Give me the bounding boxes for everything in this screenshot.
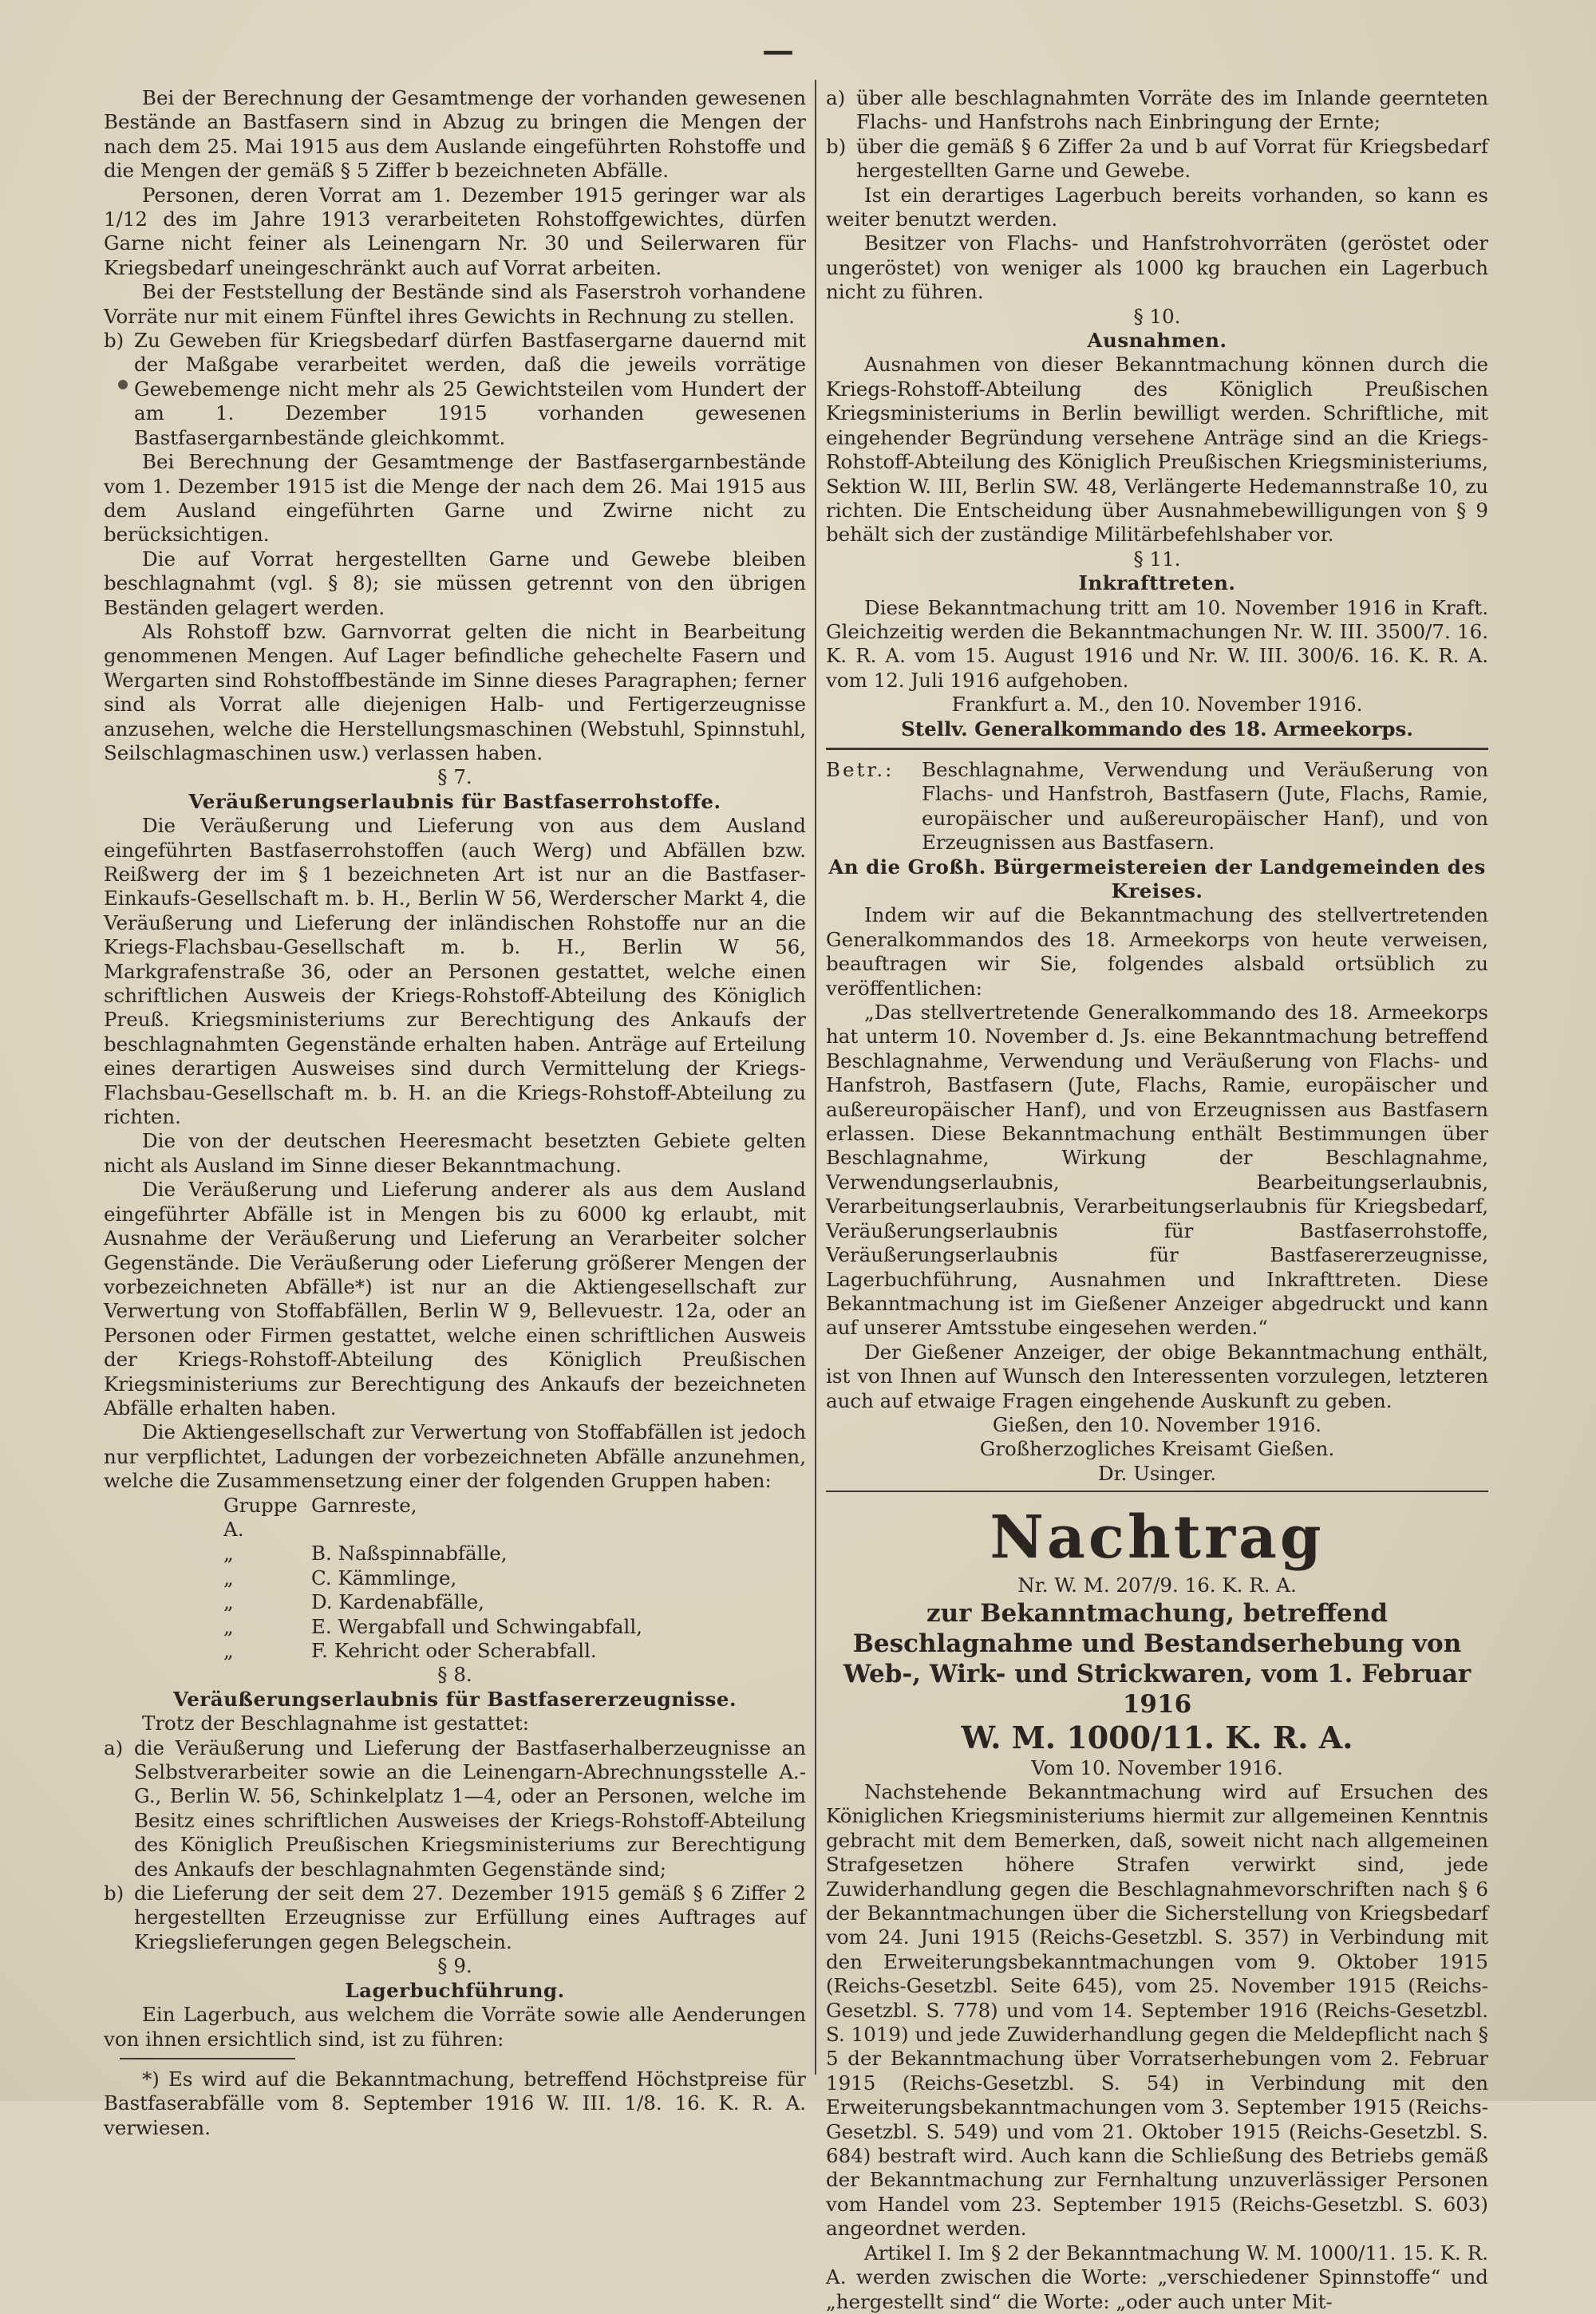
left-column <box>104 86 806 2140</box>
footnote: *) Es wird auf die Bekanntmachung, betreffend Höchstpreise für Bastfaserabfälle vom 8. September 1916 W. III. 1/8. 16. K. R. A. verwiesen. <box>104 2067 806 2139</box>
group-row: „ E. Wergabfall und Schwingabfall, <box>223 1614 642 1638</box>
item-label: b) <box>104 1882 124 1905</box>
column-divider <box>815 80 816 2075</box>
section-heading: Inkrafttreten. <box>1078 571 1236 595</box>
item-label: a) <box>826 86 846 109</box>
paragraph: Ein Lagerbuch, aus welchem die Vorräte sowie alle Aenderungen von ihnen ersichtlich sind, ist zu führen: <box>104 2003 806 2051</box>
nachtrag-reference: W. M. 1000/11. K. R. A. <box>961 1719 1353 1755</box>
subject-line <box>826 758 1488 855</box>
footnote-rule <box>120 2058 295 2059</box>
paragraph: Die von der deutschen Heeresmacht besetzten Gebiete gelten nicht als Ausland im Sinne dieser Bekanntmachung. <box>104 1129 806 1177</box>
place-date: Gießen, den 10. November 1916. <box>992 1412 1322 1436</box>
item-text: über die gemäß § 6 Ziffer 2a und b auf Vorrat für Kriegsbedarf hergestellten Garne und Gewebe. <box>856 134 1488 183</box>
right-column <box>826 86 1488 2314</box>
paragraph: Als Rohstoff bzw. Garnvorrat gelten die nicht in Bearbeitung genommenen Mengen. Auf Lager befindliche gehechelte Fasern und Wergarten sind Rohstoffbestände im Sinne dieses Paragraphen; ferner sind als Vorrat alle diejenigen Halb- und Fertigerzeugnisse anzusehen, welche die Herstellungsmaschinen (Webstuhl, Spinnstuhl, Seilschlagmaschinen usw.) verlassen haben. <box>104 619 806 764</box>
section-heading: Veräußerungserlaubnis für Bastfaserrohstoffe. <box>188 789 721 813</box>
paragraph: Die Veräußerung und Lieferung von aus dem Ausland eingeführten Bastfaserrohstoffen (auch Werg) und Abfällen bzw. Reißwerg der im § 1 bezeichneten Art ist nur an die Bastfaser-Einkaufs-Gesellschaft m. b. H., Berlin W 56, Werderscher Markt 4, die Veräußerung und Lieferung der inländischen Rohstoffe nur an die Kriegs-Flachsbau-Gesellschaft m. b. H., Berlin W 56, Markgrafenstraße 36, oder an Personen gestattet, welche einen schriftlichen Ausweis der Kriegs-Rohstoff-Abteilung des Königlich Preuß. Kriegsministeriums zur Berechtigung des Ankaufs der beschlagnahmten Gegenstände erhalten haben. Anträge auf Erteilung eines derartigen Ausweises sind durch Vermittelung der Kriegs-Flachsbau-Gesellschaft m. b. H. an die Kriegs-Rohstoff-Abteilung zu richten. <box>104 814 806 1129</box>
paragraph: Ist ein derartiges Lagerbuch bereits vorhanden, so kann es weiter benutzt werden. <box>826 183 1488 231</box>
paragraph: Personen, deren Vorrat am 1. Dezember 1915 geringer war als 1/12 des im Jahre 1913 verarbeiteten Rohstoffgewichtes, dürfen Garne nicht feiner als Leinengarn Nr. 30 und Seilerwaren für Kriegsbedarf uneingeschränkt auch auf Vorrat arbeiten. <box>104 183 806 279</box>
paragraph: Bei der Feststellung der Bestände sind als Faserstroh vorhandene Vorräte nur mit einem Fünftel ihres Gewichts in Rechnung zu stellen. <box>104 280 806 328</box>
paragraph: Die auf Vorrat hergestellten Garne und Gewebe bleiben beschlagnahmt (vgl. § 8); sie müssen getrennt von den übrigen Beständen gelagert werden. <box>104 547 806 619</box>
item-label: b) <box>826 134 847 158</box>
nachtrag-date: Vom 10. November 1916. <box>1031 1755 1283 1779</box>
paragraph: Besitzer von Flachs- und Hanfstrohvorräten (geröstet oder ungeröstet) von weniger als 1000 kg brauchen ein Lagerbuch nicht zu führen. <box>826 231 1488 304</box>
paragraph: Indem wir auf die Bekanntmachung des stellvertretenden Generalkommandos des 18. Armeekorps von heute verweisen, beauftragen wir Sie, folgendes alsbald ortsüblich zu veröffentlichen: <box>826 903 1488 1000</box>
item-text: über alle beschlagnahmten Vorräte des im Inlande geernteten Flachs- und Hanfstrohs nach Einbringung der Ernte; <box>856 86 1488 134</box>
list-item-b <box>826 135 1488 184</box>
item-text: die Lieferung der seit dem 27. Dezember 1915 gemäß § 6 Ziffer 2 hergestellten Erzeugnisse zur Erfüllung eines Auftrages auf Kriegslieferungen gegen Belegschein. <box>134 1882 806 1953</box>
office: Großherzogliches Kreisamt Gießen. <box>979 1437 1335 1461</box>
place-date: Frankfurt a. M., den 10. November 1916. <box>951 693 1363 717</box>
group-list <box>104 1494 806 1664</box>
list-item-a <box>104 1736 806 1882</box>
nachtrag-number: Nr. W. M. 207/9. 16. K. R. A. <box>1017 1574 1297 1597</box>
paragraph: Die Veräußerung und Lieferung anderer als aus dem Ausland eingeführter Abfälle ist in Mengen bis zu 6000 kg erlaubt, mit Ausnahme der Veräußerung und Lieferung an Verarbeiter solcher Gegenstände. Die Veräußerung oder Lieferung größerer Mengen der vorbezeichneten Abfälle*) ist nur an die Aktiengesellschaft zur Verwertung von Stoffabfällen, Berlin W 9, Bellevuestr. 12a, oder an Personen oder Firmen gestattet, welche einen schriftlichen Ausweis der Kriegs-Rohstoff-Abteilung des Königlich Preußischen Kriegsministeriums zur Berechtigung des Ankaufs der bezeichneten Abfälle erhalten haben. <box>104 1178 806 1420</box>
group-row: „ F. Kehricht oder Scherabfall. <box>223 1639 597 1662</box>
group-row: „ C. Kämmlinge, <box>223 1566 457 1589</box>
subject-label: Betr.: <box>826 757 895 781</box>
paragraph: Artikel I. Im § 2 der Bekanntmachung W. M. 1000/11. 15. K. R. A. werden zwischen die Worte: „verschiedener Spinnstoffe“ und „hergestellt sind“ die Worte: „oder auch unter Mit- <box>826 2241 1488 2313</box>
nachtrag-heading: zur Bekanntmachung, betreffend Beschlagnahme und Bestandserhebung von Web-, Wirk- und Strickwaren, vom 1. Februar 1916 <box>843 1598 1472 1719</box>
item-text: die Veräußerung und Lieferung der Bastfaserhalberzeugnisse an Selbstverarbeiter sowie an die Leinengarn-Abrechnungsstelle A.-G., Berlin W. 56, Schinkelplatz 1—4, oder an Personen, welche im Besitz eines schriftlichen Ausweises der Kriegs-Rohstoff-Abteilung des Königlich Preußischen Kriegsministeriums zur Berechtigung des Ankaufs der beschlagnahmten Gegenstände sind; <box>134 1736 806 1881</box>
section-number: § 11. <box>1133 547 1181 571</box>
list-item-b <box>104 1882 806 1954</box>
official-signature: Dr. Usinger. <box>1097 1461 1217 1485</box>
list-item-b <box>104 329 806 450</box>
address-heading: An die Großh. Bürgermeistereien der Landgemeinden des Kreises. <box>828 855 1486 902</box>
section-rule <box>826 748 1488 750</box>
paragraph: Trotz der Beschlagnahme ist gestattet: <box>142 1712 529 1736</box>
group-row: „ D. Kardenabfälle, <box>223 1590 484 1614</box>
item-label: b) <box>104 329 124 353</box>
issuer: Stellv. Generalkommando des 18. Armeekorps. <box>901 717 1413 740</box>
section-heading: Lagerbuchführung. <box>345 1978 565 2002</box>
section-number: § 8. <box>437 1663 472 1687</box>
section-heading: Ausnahmen. <box>1087 329 1227 353</box>
section-number: § 7. <box>437 765 472 789</box>
item-label: a) <box>104 1736 124 1759</box>
quoted-notice: „Das stellvertretende Generalkommando des 18. Armeekorps hat unterm 10. November d. Js. eine Bekanntmachung betreffend Beschlagnahme, Verwendung und Veräußerung von Flachs- und Hanfstroh, Bastfasern (Jute, Flachs, Ramie, europäischer und außereuropäischer Hanf), und von Erzeugnissen aus Bastfasern erlassen. Diese Bekanntmachung enthält Bestimmungen über Beschlagnahme, Wirkung der Beschlagnahme, Verwendungserlaubnis, Bearbeitungserlaubnis, Verarbeitungserlaubnis, Verarbeitungserlaubnis für Kriegsbedarf, Veräußerungserlaubnis für Bastfaserrohstoffe, Veräußerungserlaubnis für Bastfasererzeugnisse, Lagerbuchführung, Ausnahmen und Inkrafttreten. Diese Bekanntmachung ist im Gießener Anzeiger abgedruckt und kann auf unserer Amtsstube eingesehen werden.“ <box>826 1001 1488 1340</box>
group-row: Gruppe A. Garnreste, <box>223 1493 417 1541</box>
section-rule <box>826 1491 1488 1492</box>
nachtrag-title: Nachtrag <box>990 1503 1325 1573</box>
group-row: „ B. Naßspinnabfälle, <box>223 1542 508 1566</box>
item-text: Zu Geweben für Kriegsbedarf dürfen Bastfasergarne dauernd mit der Maßgabe verarbeitet werden, daß die jeweils vorrätige Gewebemenge nicht mehr als 25 Gewichtsteilen vom Hundert der am 1. Dezember 1915 vorhanden gewesenen Bastfasergarnbestände gleichkommt. <box>134 329 806 449</box>
paragraph: Die Aktiengesellschaft zur Verwertung von Stoffabfällen ist jedoch nur verpflichtet, Ladungen der vorbezeichneten Abfälle anzunehmen, welche die Zusammensetzung einer der folgenden Gruppen haben: <box>104 1420 806 1493</box>
paragraph: Bei Berechnung der Gesamtmenge der Bastfasergarnbestände vom 1. Dezember 1915 ist die Menge der nach dem 26. Mai 1915 aus dem Ausland eingeführten Garne und Zwirne nicht zu berücksichtigen. <box>104 450 806 547</box>
paragraph: Der Gießener Anzeiger, der obige Bekanntmachung enthält, ist von Ihnen auf Wunsch den Interessenten vorzulegen, letzteren auch auf etwaige Fragen eingehende Auskunft zu geben. <box>826 1340 1488 1412</box>
list-item-a <box>826 86 1488 135</box>
section-heading: Veräußerungserlaubnis für Bastfasererzeugnisse. <box>172 1687 737 1711</box>
paragraph: Diese Bekanntmachung tritt am 10. November 1916 in Kraft. Gleichzeitig werden die Bekanntmachungen Nr. W. III. 3500/7. 16. K. R. A. vom 15. August 1916 und Nr. W. III. 300/6. 16. K. R. A. vom 12. Juli 1916 aufgehoben. <box>826 595 1488 692</box>
paragraph: Bei der Berechnung der Gesamtmenge der vorhanden gewesenen Bestände an Bastfasern sind in Abzug zu bringen die Mengen der nach dem 25. Mai 1915 aus dem Auslande eingeführten Rohstoffe und die Mengen der gemäß § 5 Ziffer b bezeichneten Abfälle. <box>104 86 806 183</box>
section-number: § 9. <box>437 1954 472 1978</box>
paragraph: Nachstehende Bekanntmachung wird auf Ersuchen des Königlichen Kriegsministeriums hiermit zur allgemeinen Kenntnis gebracht mit dem Bemerken, daß, soweit nicht nach allgemeinen Strafgesetzen höhere Strafen verwirkt sind, jede Zuwiderhandlung gegen die Beschlagnahmevorschriften nach § 6 der Bekanntmachungen über die Sicherstellung von Kriegsbedarf vom 24. Juni 1915 (Reichs-Gesetzbl. S. 357) in Verbindung mit den Erweiterungsbekanntmachungen vom 9. Oktober 1915 (Reichs-Gesetzbl. Seite 645), vom 25. November 1915 (Reichs-Gesetzbl. S. 778) und vom 14. September 1916 (Reichs-Gesetzbl. S. 1019) und jede Zuwiderhandlung gegen die Meldepflicht nach § 5 der Bekanntmachung über Vorratserhebungen vom 2. Februar 1915 (Reichs-Gesetzbl. S. 54) in Verbindung mit den Erweiterungsbekanntmachungen vom 3. September 1915 (Reichs-Gesetzbl. S. 549) und vom 21. Oktober 1915 (Reichs-Gesetzbl. S. 684) bestraft wird. Auch kann die Schließung des Betriebs gemäß der Bekanntmachung zur Fernhaltung unzuverlässiger Personen vom Handel vom 23. September 1915 (Reichs-Gesetzbl. S. 603) angeordnet werden. <box>826 1779 1488 2241</box>
page-marker: — <box>762 32 799 69</box>
paragraph: Ausnahmen von dieser Bekanntmachung können durch die Kriegs-Rohstoff-Abteilung des Königlich Preußischen Kriegsministeriums in Berlin bewilligt werden. Schriftliche, mit eingehender Begründung versehene Anträge sind an die Kriegs-Rohstoff-Abteilung des Königlich Preußischen Kriegsministeriums, Sektion W. III, Berlin SW. 48, Verlängerte Hedemannstraße 10, zu richten. Die Entscheidung über Ausnahmebewilligungen von § 9 behält sich der zuständige Militärbefehlshaber vor. <box>826 353 1488 547</box>
section-number: § 10. <box>1133 304 1181 328</box>
subject-text: Beschlagnahme, Verwendung und Veräußerung von Flachs- und Hanfstroh, Bastfasern (Jute, Flachs, Ramie, europäischer und außereuropäischer Hanf), und von Erzeugnissen aus Bastfasern. <box>922 757 1488 855</box>
